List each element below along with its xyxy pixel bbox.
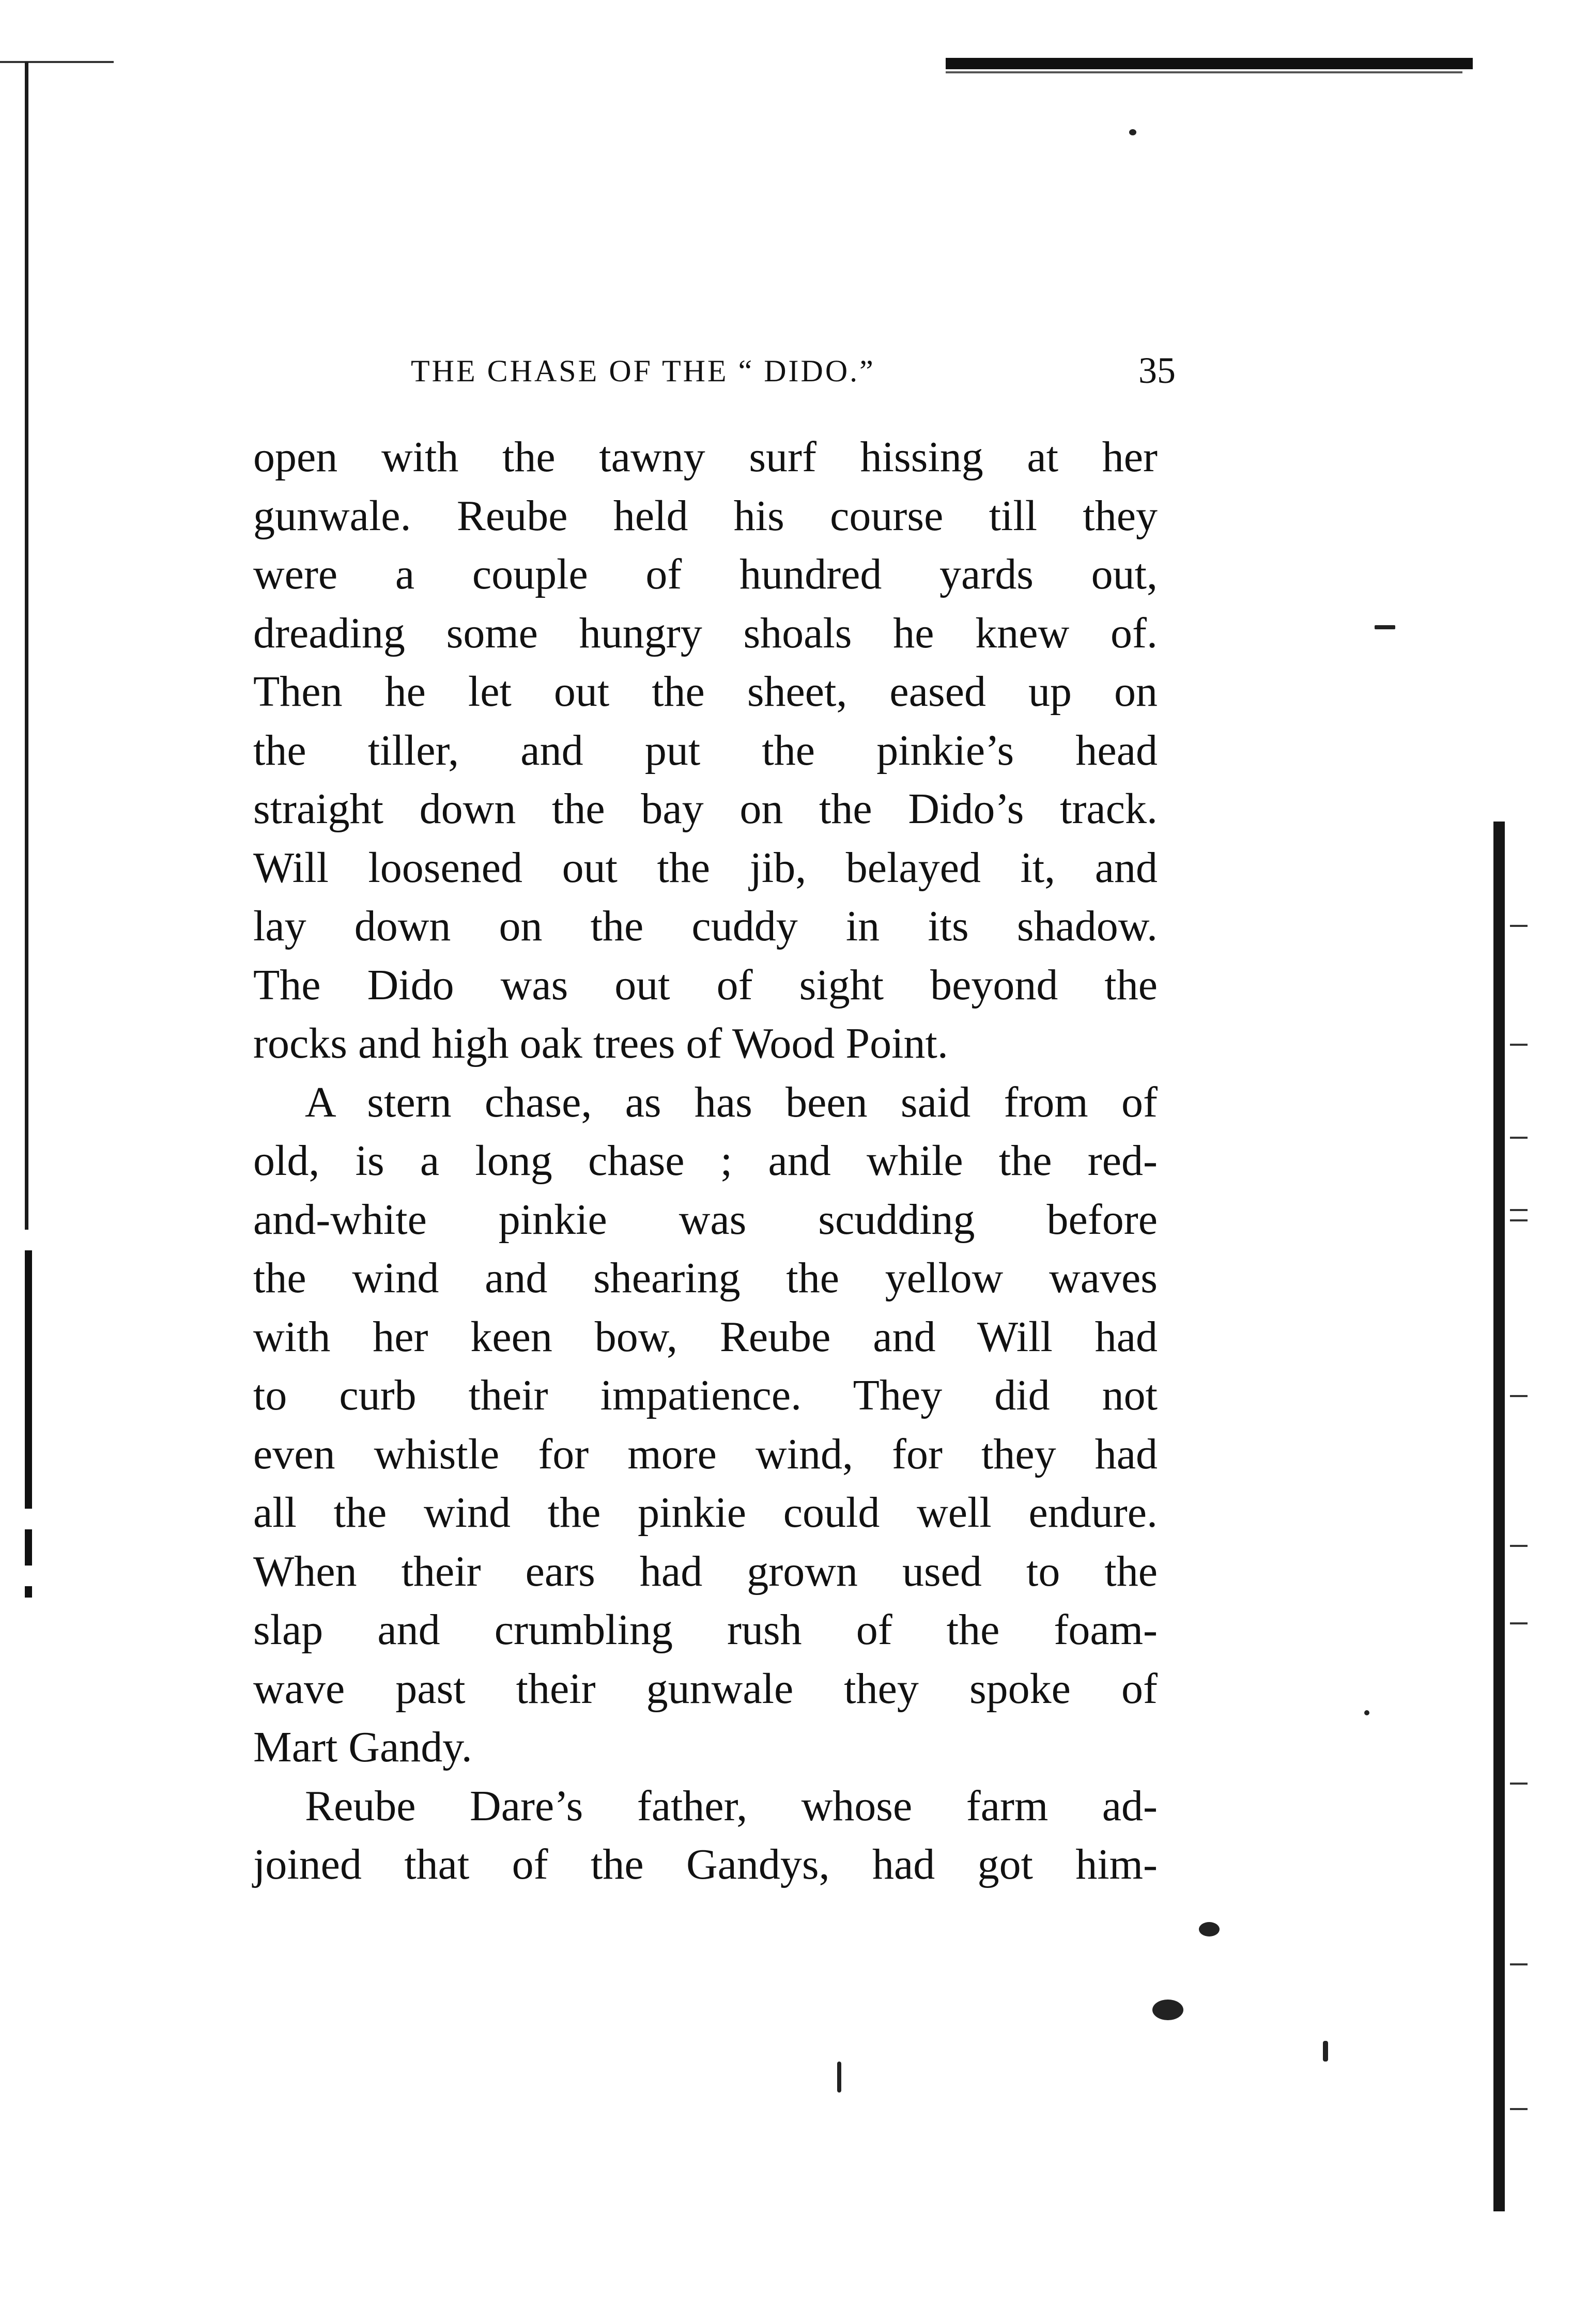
- text-line: even whistle for more wind, for they had: [253, 1430, 1158, 1478]
- text-line: old, is a long chase ; and while the red-: [253, 1137, 1158, 1185]
- scan-edge-mark: [1510, 1137, 1528, 1139]
- scan-edge-mark: [1510, 1545, 1528, 1547]
- scan-edge-mark: [25, 1250, 32, 1509]
- text-line: slap and crumbling rush of the foam-: [253, 1606, 1158, 1654]
- text-line: were a couple of hundred yards out,: [253, 550, 1158, 598]
- ink-speck: [1364, 1710, 1369, 1715]
- scan-edge-mark: [1510, 2108, 1528, 2110]
- scan-edge-mark: [1510, 1209, 1528, 1211]
- scan-edge-mark: [946, 58, 1473, 69]
- ink-speck: [1323, 2041, 1328, 2062]
- text-line: Will loosened out the jib, belayed it, and: [253, 843, 1158, 892]
- text-line: all the wind the pinkie could well endure.: [253, 1489, 1158, 1537]
- text-line: joined that of the Gandys, had got him-: [253, 1840, 1158, 1888]
- text-line: lay down on the cuddy in its shadow.: [253, 902, 1158, 950]
- scan-edge-mark: [25, 62, 28, 1230]
- text-line: When their ears had grown used to the: [253, 1547, 1158, 1595]
- text-line: Then he let out the sheet, eased up on: [253, 668, 1158, 716]
- ink-speck: [1152, 2000, 1183, 2020]
- scan-edge-mark: [946, 71, 1462, 73]
- ink-speck: [1129, 129, 1136, 135]
- scan-edge-mark: [0, 61, 114, 63]
- text-line: to curb their impatience. They did not: [253, 1371, 1158, 1419]
- scan-edge-mark: [1510, 1963, 1528, 1965]
- scan-edge-mark: [25, 1586, 32, 1598]
- ink-speck: [837, 2062, 841, 2093]
- scan-edge-mark: [25, 1529, 32, 1566]
- text-line: The Dido was out of sight beyond the: [253, 960, 1158, 1009]
- text-line: gunwale. Reube held his course till they: [253, 491, 1158, 540]
- scan-edge-mark: [1510, 1219, 1528, 1221]
- scan-edge-mark: [1510, 1622, 1528, 1624]
- text-line: the wind and shearing the yellow waves: [253, 1254, 1158, 1302]
- ink-speck: [1375, 625, 1395, 629]
- ink-speck: [1199, 1922, 1220, 1936]
- scan-edge-mark: [1510, 1395, 1528, 1397]
- text-line: open with the tawny surf hissing at her: [253, 433, 1158, 481]
- running-head-title: THE CHASE OF THE “ DIDO.”: [411, 354, 875, 388]
- text-line: Reube Dare’s father, whose farm ad-: [305, 1781, 1158, 1830]
- text-line: Mart Gandy.: [253, 1723, 472, 1771]
- text-line: wave past their gunwale they spoke of: [253, 1664, 1158, 1713]
- text-line: and-white pinkie was scudding before: [253, 1195, 1158, 1244]
- text-line: with her keen bow, Reube and Will had: [253, 1312, 1158, 1361]
- page-number: 35: [1138, 350, 1176, 391]
- text-line: straight down the bay on the Dido’s track.: [253, 785, 1158, 833]
- running-head: [411, 350, 1176, 392]
- text-line: the tiller, and put the pinkie’s head: [253, 726, 1158, 774]
- scan-edge-mark: [1510, 925, 1528, 927]
- scan-edge-mark: [1510, 1783, 1528, 1785]
- scan-edge-mark: [1510, 1044, 1528, 1046]
- text-line: rocks and high oak trees of Wood Point.: [253, 1019, 948, 1067]
- text-line: A stern chase, as has been said from of: [305, 1078, 1158, 1126]
- body-text: [253, 428, 1158, 1894]
- scan-edge-mark: [1493, 822, 1505, 2211]
- text-line: dreading some hungry shoals he knew of.: [253, 609, 1158, 657]
